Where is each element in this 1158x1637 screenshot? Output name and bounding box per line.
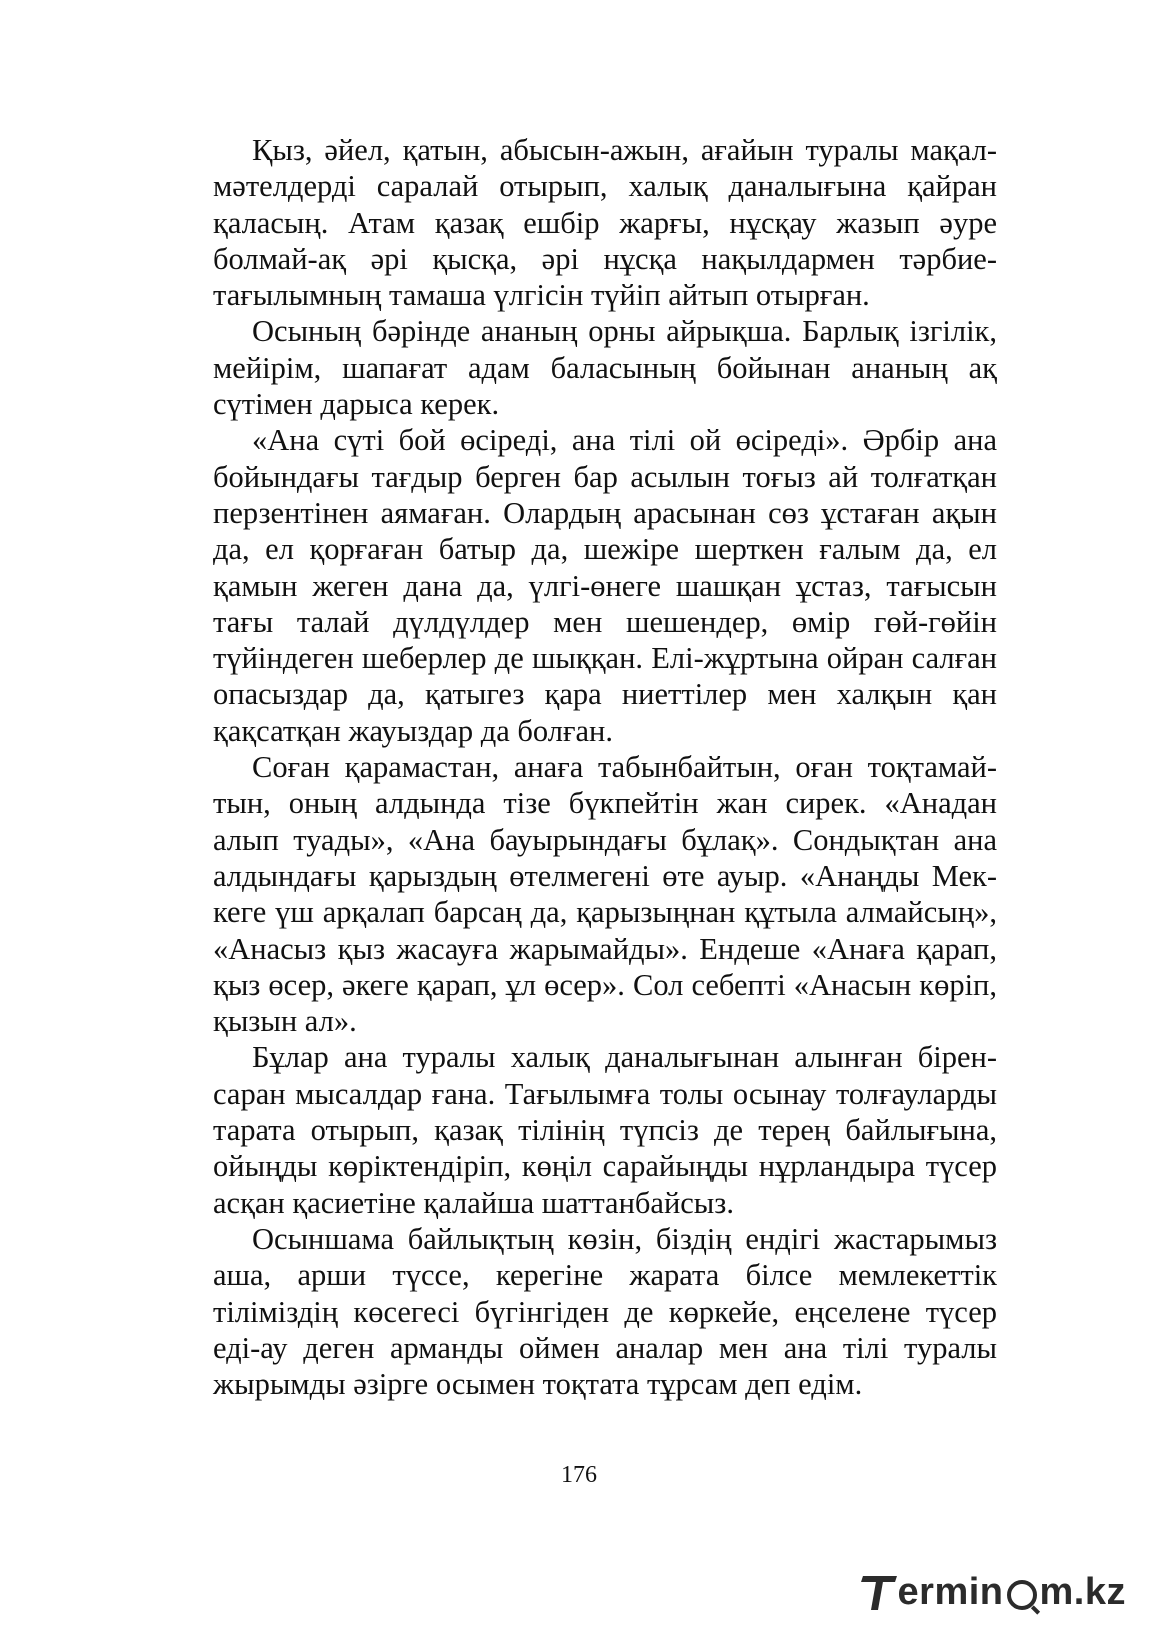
page-number: 176: [561, 1462, 597, 1488]
paragraph-5: Бұлар ана туралы халық даналығынан алынған бірен-саран мысалдар ғана. Тағылымға толы осынау толғауларды тарата отырып, қазақ тілінің түпсіз де терең байлығына, ойыңды көріктендіріп, көңіл сарайыңды нұрландыра түсер асқан қасиетіне қалайша шаттанбайсыз.: [213, 1040, 997, 1220]
watermark-text-end: m.kz: [1039, 1570, 1126, 1613]
termincom-watermark: [862, 1569, 1126, 1615]
page-body: [213, 132, 997, 1402]
magnifier-o-icon: [1007, 1580, 1037, 1610]
paragraph-4: Соған қарамастан, анаға табынбайтын, оған тоқтамай-тын, оның алдында тізе бүкпейтін жан сирек. «Анадан алып туады», «Ана бауырындағы бұлақ». Сондықтан ана алдындағы қарыздың өтелмегені өте ауыр. «Анаңды Мек-кеге үш арқалап барсаң да, қарызыңнан құтыла алмайсың», «Анасыз қыз жасауға жарымайды». Ендеше «Анаға қарап, қыз өсер, әкеге қарап, ұл өсер». Сол себепті «Анасын көріп, қызын ал».: [213, 750, 997, 1039]
t-logo-icon: [862, 1573, 896, 1611]
watermark-text-start: ermin: [897, 1570, 1004, 1613]
paragraph-2: Осының бәрінде ананың орны айрықша. Барлық ізгілік, мейірім, шапағат адам баласының бойынан ананың ақ сүтімен дарыса керек.: [213, 314, 997, 422]
paragraph-6: Осыншама байлықтың көзін, біздің ендігі жастарымыз аша, арши түссе, керегіне жарата білсе мемлекеттік тіліміздің көсегесі бүгінгіден де көркейе, еңселене түсер еді-ау деген арманды оймен аналар мен ана тілі туралы жырымды әзірге осымен тоқтата тұрсам деп едім.: [213, 1221, 997, 1402]
paragraph-1: Қыз, әйел, қатын, абысын-ажын, ағайын туралы мақал-мәтелдерді саралай отырып, халық даналығына қайран қаласың. Атам қазақ ешбір жарғы, нұсқау жазып әуре болмай-ақ әрі қысқа, әрі нұсқа нақылдармен тәрбие-тағылымның тамаша үлгісін түйіп айтып отырған.: [213, 133, 997, 313]
paragraph-3: «Ана сүті бой өсіреді, ана тілі ой өсіреді». Әрбір ана бойындағы тағдыр берген бар асылын тоғыз ай толғатқан перзентінен аямаған. Олардың арасынан сөз ұстаған ақын да, ел қорғаған батыр да, шежіре шерткен ғалым да, ел қамын жеген дана да, үлгі-өнеге шашқан ұстаз, тағысын тағы талай дүлдүлдер мен шешендер, өмір гөй-гөйін түйіндеген шеберлер де шыққан. Елі-жұртына ойран салған опасыздар да, қатыгез қара ниеттілер мен халқын қан қақсатқан жауыздар да болған.: [213, 423, 997, 748]
